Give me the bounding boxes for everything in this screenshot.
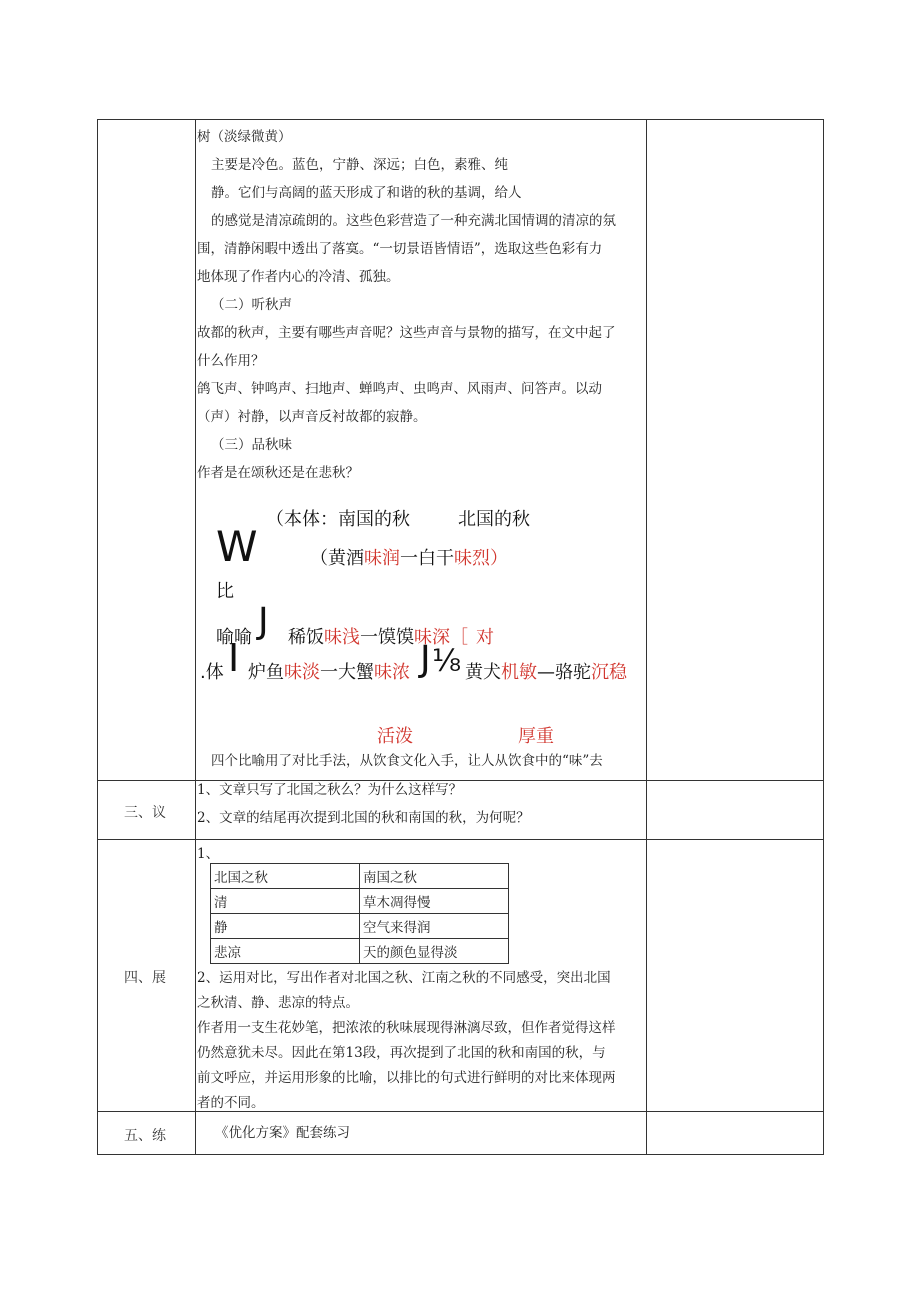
comparison-table <box>210 863 509 964</box>
diagram-line-4: 炉鱼味淡一大蟹味浓 <box>248 662 410 683</box>
text-line: 2、运用对比，写出作者对北国之秋、江南之秋的不同感受，突出北国 <box>197 970 611 986</box>
row-divider-2 <box>98 839 823 840</box>
text-line: 作者用一支生花妙笔，把浓浓的秋味展现得淋漓尽致，但作者觉得这样 <box>197 1020 616 1036</box>
row-label-practice: 五、练 <box>124 1128 166 1144</box>
diagram-w-glyph: W <box>216 522 258 571</box>
text-line: （声）衬静，以声音反衬故都的寂静。 <box>197 409 427 425</box>
diagram-line-1: （本体：南国的秋 <box>266 509 410 530</box>
diagram-line-3: 稀饭味浅一馍馍味深［ 对 <box>288 627 494 648</box>
diagram-line-2: （黄酒味润一白干味烈） <box>310 548 508 569</box>
table-cell: 清 <box>211 889 360 914</box>
diagram-fraction-glyph: ⅛ <box>432 644 462 679</box>
text-line: 四个比喻用了对比手法，从饮食文化入手，让人从饮食中的“味”去 <box>211 753 603 769</box>
diagram-yuyu: 喻喻 <box>216 627 252 648</box>
table-cell: 草木凋得慢 <box>360 889 509 914</box>
text-line: 什么作用？ <box>197 353 265 369</box>
text-line: 者的不同。 <box>197 1095 265 1111</box>
text-line: 地体现了作者内心的冷清、孤独。 <box>197 269 400 285</box>
text-line: 前文呼应，并运用形象的比喻，以排比的句式进行鲜明的对比来体现两 <box>197 1070 616 1086</box>
text-line: 围，清静闲暇中透出了落寞。“一切景语皆情语”，选取这些色彩有力 <box>197 241 603 257</box>
table-row <box>211 939 509 964</box>
column-divider-1 <box>195 120 196 1154</box>
text-line: 鸽飞声、钟鸣声、扫地声、蝉鸣声、虫鸣声、风雨声、问答声。以动 <box>197 381 602 397</box>
table-header-cell: 南国之秋 <box>360 864 509 889</box>
diagram-houzhong: 厚重 <box>518 726 554 747</box>
diagram-ti: .体 <box>200 662 224 683</box>
text-line: 主要是冷色。蓝色，宁静、深远；白色，素雅、纯 <box>211 157 508 173</box>
diagram-line-4b: 黄犬机敏—骆驼沉稳 <box>465 662 627 683</box>
table-header-cell: 北国之秋 <box>211 864 360 889</box>
table-row <box>211 914 509 939</box>
diagram-huopo: 活泼 <box>377 726 413 747</box>
row-label-expand: 四、展 <box>124 970 166 986</box>
table-cell: 静 <box>211 914 360 939</box>
table-cell: 空气来得润 <box>360 914 509 939</box>
text-line: 树（淡绿微黄） <box>197 129 292 145</box>
table-cell: 悲凉 <box>211 939 360 964</box>
column-divider-2 <box>646 120 647 1154</box>
diagram-bar-glyph: I <box>228 636 240 680</box>
text-line: 仍然意犹未尽。因此在第13段，再次提到了北国的秋和南国的秋，与 <box>197 1045 606 1061</box>
table-row <box>211 864 509 889</box>
practice-text: 《优化方案》配套练习 <box>215 1125 350 1141</box>
diagram-j-glyph: J <box>420 639 431 680</box>
diagram-bi: 比 <box>216 581 234 602</box>
discuss-question-1: 1、文章只写了北国之秋么？为什么这样写？ <box>197 782 463 798</box>
table-row <box>211 889 509 914</box>
text-line: 故都的秋声，主要有哪些声音呢？这些声音与景物的描写，在文中起了 <box>197 325 616 341</box>
diagram-j-glyph: J <box>258 601 269 642</box>
row-label-discuss: 三、议 <box>124 805 166 821</box>
section-heading: （二）听秋声 <box>211 297 292 313</box>
discuss-question-2: 2、文章的结尾再次提到北国的秋和南国的秋，为何呢？ <box>197 810 530 826</box>
section-heading: （三）品秋味 <box>211 437 292 453</box>
text-line: 静。它们与高阔的蓝天形成了和谐的秋的基调，给人 <box>211 185 522 201</box>
diagram-line-1b: 北国的秋 <box>458 509 530 530</box>
text-line: 作者是在颂秋还是在悲秋？ <box>197 465 359 481</box>
text-line: 的感觉是清凉疏朗的。这些色彩营造了一种充满北国情调的清凉的氛 <box>211 213 616 229</box>
table-cell: 天的颜色显得淡 <box>360 939 509 964</box>
text-line: 之秋清、静、悲凉的特点。 <box>197 995 359 1011</box>
expand-item-1: 1、 <box>197 846 220 862</box>
